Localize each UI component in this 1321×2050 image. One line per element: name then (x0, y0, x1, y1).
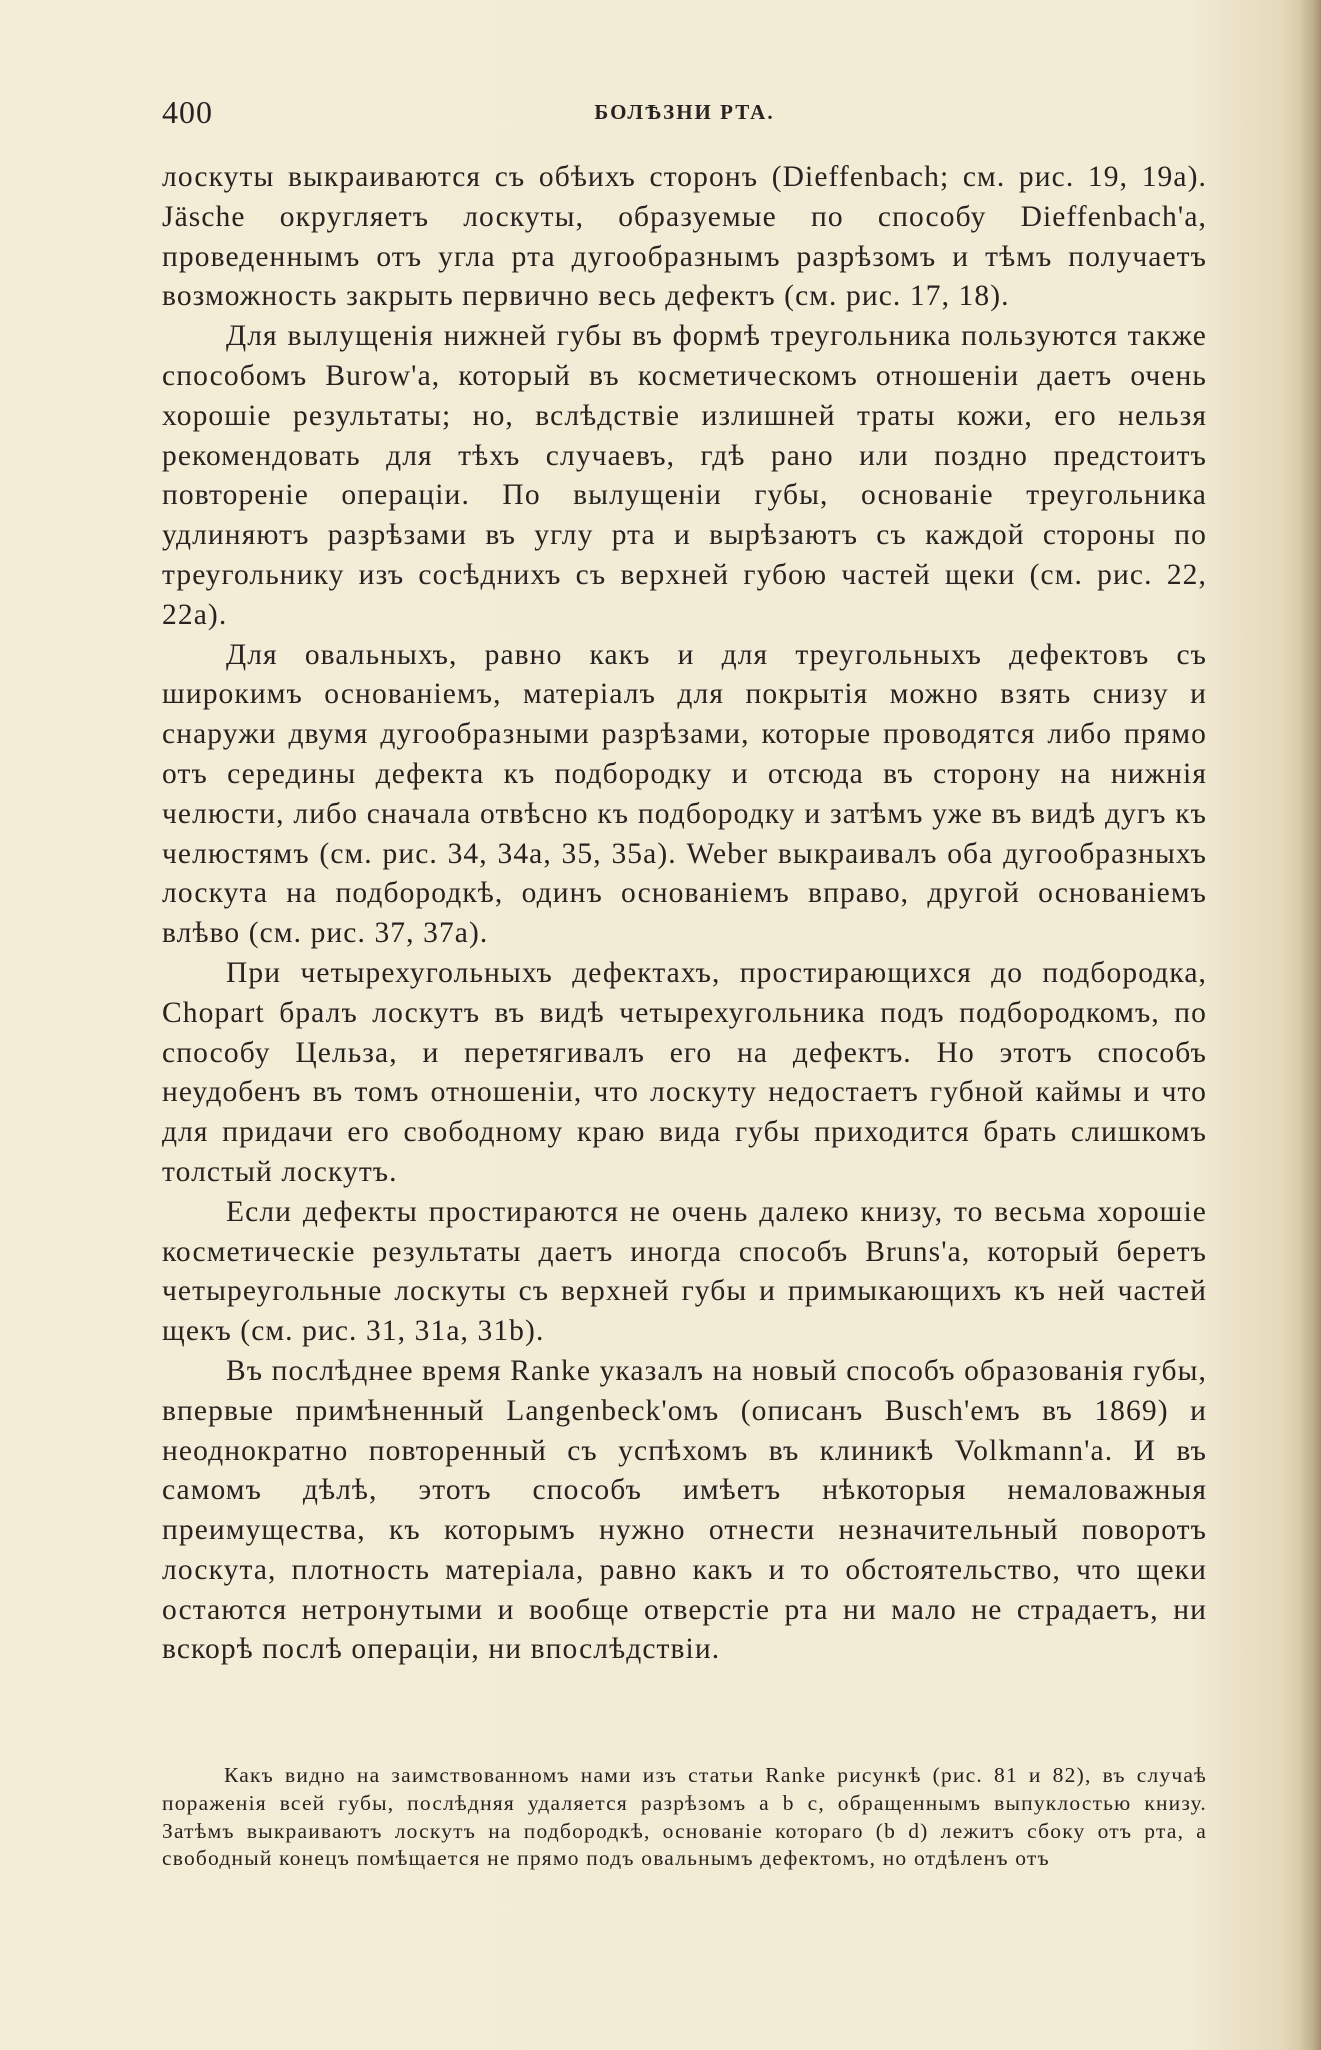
paragraph: При четырехугольныхъ дефектахъ, простирающихся до подбородка, Chopart бралъ лоскутъ въ видѣ четырехугольника подъ подбородкомъ, по способу Цельза, и перетягивалъ его на дефектъ. Но этотъ способъ неудобенъ въ томъ отношеніи, что лоскуту недостаетъ губной каймы и что для придачи его свободному краю вида губы приходится брать слишкомъ толстый лоскутъ. (162, 956, 1207, 1188)
body-text (162, 158, 1207, 1670)
note-paragraph: Какъ видно на заимствованномъ нами изъ статьи Ranke рисункѣ (рис. 81 и 82), въ случаѣ пораженія всей губы, послѣдняя удаляется разрѣзомъ a b c, обращеннымъ выпуклостью книзу. Затѣмъ выкраиваютъ лоскутъ на подбородкѣ, основаніе котораго (b d) лежитъ сбоку отъ рта, а свободный конецъ помѣщается не прямо подъ овальнымъ дефектомъ, но отдѣленъ отъ (162, 1763, 1207, 1871)
running-head (162, 88, 1207, 138)
page-number: 400 (162, 94, 213, 130)
small-print-note (162, 1762, 1207, 1873)
paragraph: Если дефекты простираются не очень далеко книзу, то весьма хорошіе косметическіе результаты даетъ иногда способъ Bruns'a, который беретъ четыреугольные лоскуты съ верхней губы и примыкающихъ къ ней частей щекъ (см. рис. 31, 31a, 31b). (162, 1195, 1207, 1348)
page-edge-shadow (1299, 0, 1321, 2050)
running-title: БОЛѢЗНИ РТА. (594, 100, 775, 124)
paragraph: Для овальныхъ, равно какъ и для треугольныхъ дефектовъ съ широкимъ основаніемъ, матеріалъ для покрытія можно взять снизу и снаружи двумя дугообразными разрѣзами, которые проводятся либо прямо отъ середины дефекта къ подбородку и отсюда въ сторону на нижнія челюсти, либо сначала отвѣсно къ подбородку и затѣмъ уже въ видѣ дугъ къ челюстямъ (см. рис. 34, 34a, 35, 35a). Weber выкраивалъ оба дугообразныхъ лоскута на подбородкѣ, одинъ основаніемъ вправо, другой основаніемъ влѣво (см. рис. 37, 37a). (162, 638, 1207, 950)
paragraph: Въ послѣднее время Ranke указалъ на новый способъ образованія губы, впервые примѣненный Langenbeck'омъ (описанъ Busch'емъ въ 1869) и неоднократно повторенный съ успѣхомъ въ клиникѣ Volkmann'a. И въ самомъ дѣлѣ, этотъ способъ имѣетъ нѣкоторыя немаловажныя преимущества, къ которымъ нужно отнести незначительный поворотъ лоскута, плотность матеріала, равно какъ и то обстоятельство, что щеки остаются нетронутыми и вообще отверстіе рта ни мало не страдаетъ, ни вскорѣ послѣ операціи, ни впослѣдствіи. (162, 1354, 1207, 1666)
paragraph: Для вылущенія нижней губы въ формѣ треугольника пользуются также способомъ Burow'a, который въ косметическомъ отношеніи даетъ очень хорошіе результаты; но, вслѣдствіе излишней траты кожи, его нельзя рекомендовать для тѣхъ случаевъ, гдѣ рано или поздно предстоитъ повтореніе операціи. По вылущеніи губы, основаніе треугольника удлиняютъ разрѣзами въ углу рта и вырѣзаютъ съ каждой стороны по треугольнику изъ сосѣднихъ съ верхней губою частей щеки (см. рис. 22, 22a). (162, 320, 1207, 631)
paragraph: лоскуты выкраиваются съ обѣихъ сторонъ (Dieffenbach; см. рис. 19, 19a). Jäsche округляетъ лоскуты, образуемые по способу Dieffenbach'a, проведеннымъ отъ угла рта дугообразнымъ разрѣзомъ и тѣмъ получаетъ возможность закрыть первично весь дефектъ (см. рис. 17, 18). (162, 161, 1207, 313)
